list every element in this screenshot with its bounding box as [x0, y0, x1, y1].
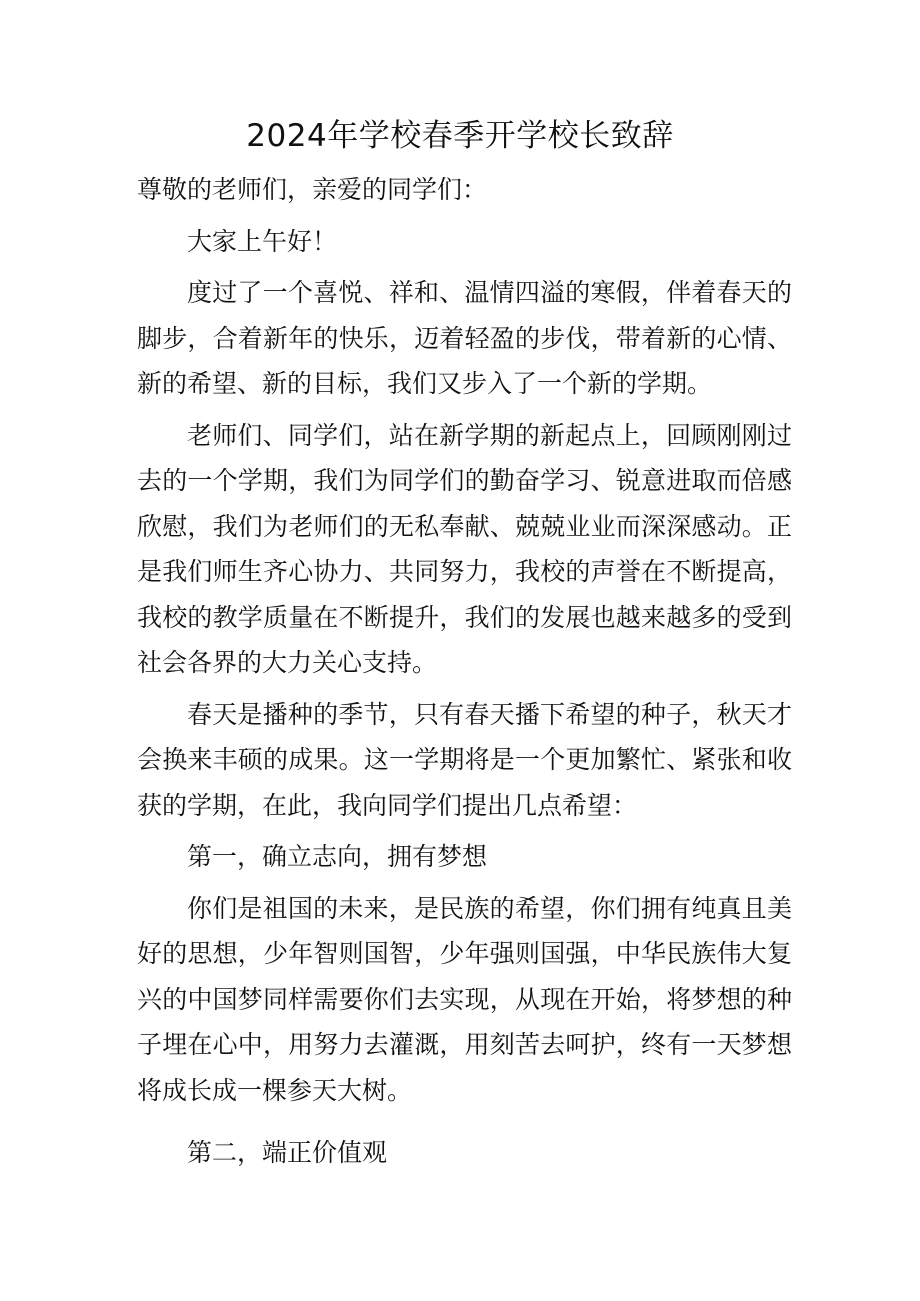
paragraph-new-semester: 度过了一个喜悦、祥和、温情四溢的寒假，伴着春天的脚步，合着新年的快乐，迈着轻盈的步伐，带着新的心情、新的希望、新的目标，我们又步入了一个新的学期。 — [137, 278, 792, 398]
heading-point-two: 第二，端正价值观 — [187, 1138, 388, 1167]
paragraph-review: 老师们、同学们，站在新学期的新起点上，回顾刚刚过去的一个学期，我们为同学们的勤奋学习、锐意进取而倍感欣慰，我们为老师们的无私奉献、兢兢业业而深深感动。正是我们师生齐心协力、共同努力，我校的声誉在不断提高，我校的教学质量在不断提升，我们的发展也越来越多的受到社会各界的大力关心支持。 — [137, 420, 792, 677]
salutation: 尊敬的老师们，亲爱的同学们： — [137, 175, 488, 204]
paragraph-spring: 春天是播种的季节，只有春天播下希望的种子，秋天才会换来丰硕的成果。这一学期将是一个更加繁忙、紧张和收获的学期，在此，我向同学们提出几点希望： — [137, 699, 792, 820]
document-body — [137, 167, 792, 1176]
document-title: 2024年学校春季开学校长致辞 — [246, 118, 674, 154]
heading-point-one: 第一，确立志向，拥有梦想 — [187, 842, 488, 871]
paragraph-dream: 你们是祖国的未来，是民族的希望，你们拥有纯真且美好的思想，少年智则国智，少年强则国强，中华民族伟大复兴的中国梦同样需要你们去实现，从现在开始，将梦想的种子埋在心中，用努力去灌溉，用刻苦去呵护，终有一天梦想将成长成一棵参天大树。 — [137, 893, 792, 1105]
paragraph-greeting: 大家上午好！ — [187, 226, 338, 256]
